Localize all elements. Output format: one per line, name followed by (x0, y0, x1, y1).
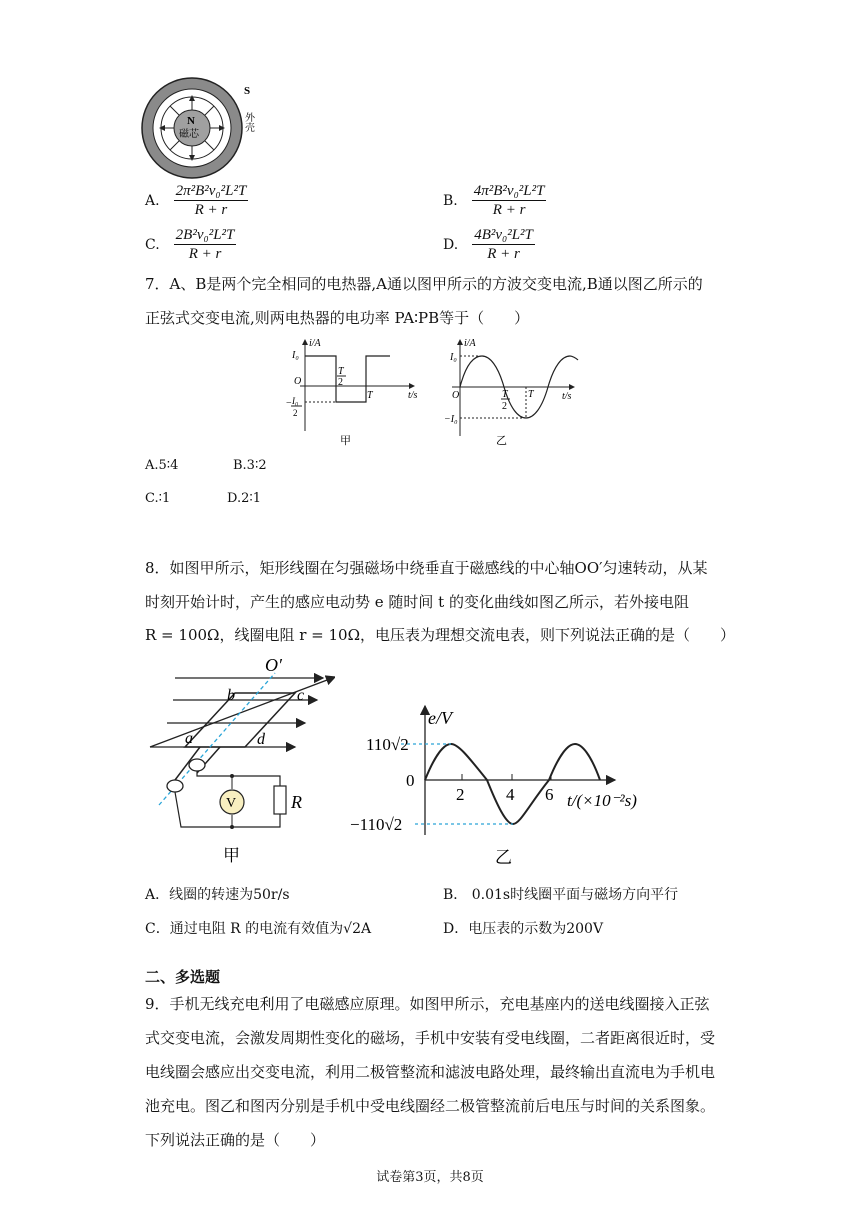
q8-option-c[interactable]: C．通过电阻 R 的电流有效值为√2A (145, 921, 372, 937)
svg-text:R: R (291, 792, 302, 812)
q8-line-3: R = 100Ω，线圈电阻 r = 10Ω，电压表为理想交流电表，则下列说法正确的是（ ） (145, 626, 736, 644)
svg-text:2: 2 (456, 785, 465, 804)
s-pole-label: S (244, 85, 251, 97)
svg-text:d: d (257, 731, 265, 748)
fraction: $\frac{\text{2B²v₀²L²T}}{R + r}$ (175, 227, 235, 262)
q7-option-d[interactable]: D.2∶1 (227, 491, 262, 506)
svg-text:2: 2 (502, 401, 507, 412)
q8-option-a[interactable]: A．线圈的转速为50r/s (145, 887, 290, 903)
svg-text:T: T (528, 389, 534, 400)
q7-line-2: 正弦式交变电流,则两电热器的电功率 PA∶PB等于（ ） (145, 309, 530, 327)
q6-option-d[interactable] (443, 226, 535, 263)
caption-jia: 甲 (223, 846, 240, 865)
svg-text:−110√2: −110√2 (350, 815, 403, 834)
caption-jia: 甲 (340, 435, 351, 447)
q8-option-d[interactable]: D．电压表的示数为200V (443, 921, 604, 937)
svg-text:T: T (502, 389, 508, 400)
svg-text:O: O (294, 376, 302, 387)
option-letter: D. (443, 236, 459, 253)
q9-line-1: 9．手机无线充电利用了电磁感应原理。如图甲所示，充电基座内的送电线圈接入正弦 (145, 995, 710, 1013)
section-heading: 二、多选题 (145, 968, 221, 986)
svg-text:O: O (452, 390, 460, 401)
shell-label: 外壳 (242, 112, 254, 132)
q7-graph-jia (280, 336, 430, 448)
caption-yi: 乙 (496, 435, 507, 447)
magnet-figure (140, 72, 270, 190)
caption-yi: 乙 (495, 848, 512, 867)
page-footer: 试卷第3页，共8页 (376, 1170, 484, 1185)
q9-line-4: 池充电。图乙和图丙分别是手机中受电线圈经二极管整流前后电压与时间的关系图象。 (145, 1097, 716, 1115)
n-pole-label: N (187, 115, 195, 127)
q7-line-1: 7．A、B是两个完全相同的电热器,A通以图甲所示的方波交变电流,B通以图乙所示的 (145, 275, 703, 293)
svg-text:t/s: t/s (562, 391, 572, 402)
svg-text:c: c (297, 687, 305, 704)
q9-line-5: 下列说法正确的是（ ） (145, 1131, 326, 1149)
fraction: $\frac{\text{2π²B²v₀²L²T}}{R + r}$ (175, 183, 247, 218)
q8-emf-graph (350, 700, 650, 870)
svg-text:T: T (367, 390, 373, 401)
svg-text:T: T (338, 366, 344, 377)
option-letter: A. (145, 192, 160, 209)
q9-line-2: 式交变电流，会激发周期性变化的磁场，手机中安装有受电线圈，二者距离很近时，受 (145, 1029, 716, 1047)
q8-coil-figure (145, 655, 335, 870)
option-letter: B. (443, 192, 458, 209)
svg-text:e/V: e/V (428, 708, 452, 728)
fraction: $\frac{\text{4π²B²v₀²L²T}}{R + r}$ (473, 183, 545, 218)
svg-text:I₀: I₀ (450, 352, 457, 363)
q7-option-a[interactable]: A.5∶4 (145, 458, 179, 473)
q8-option-b[interactable]: B． 0.01s时线圈平面与磁场方向平行 (443, 887, 679, 903)
svg-text:V: V (226, 796, 237, 811)
q8-line-2: 时刻开始计时，产生的感应电动势 e 随时间 t 的变化曲线如图乙所示，若外接电阻 (145, 593, 689, 611)
svg-text:O′: O′ (265, 655, 282, 675)
q7-option-b[interactable]: B.3∶2 (233, 458, 267, 473)
q6-option-a[interactable] (145, 182, 248, 219)
svg-text:t/(×10⁻²s): t/(×10⁻²s) (567, 791, 637, 810)
svg-text:I₀: I₀ (292, 350, 299, 361)
svg-text:4: 4 (506, 785, 515, 804)
svg-text:110√2: 110√2 (366, 735, 409, 754)
q8-line-1: 8．如图甲所示，矩形线圈在匀强磁场中绕垂直于磁感线的中心轴OO′匀速转动，从某 (145, 559, 708, 577)
q6-option-c[interactable] (145, 226, 236, 263)
q7-option-c[interactable]: C.∶1 (145, 491, 171, 506)
svg-text:i/A: i/A (309, 338, 321, 349)
svg-text:−: − (286, 398, 292, 409)
svg-text:t/s: t/s (408, 390, 418, 401)
fraction: $\frac{\text{4B²v₀²L²T}}{R + r}$ (474, 227, 533, 262)
svg-text:−I₀: −I₀ (444, 414, 458, 425)
svg-text:6: 6 (545, 785, 554, 804)
core-label: 磁芯 (179, 129, 199, 140)
svg-text:2: 2 (338, 377, 343, 388)
q9-line-3: 电线圈会感应出交变电流，利用二极管整流和滤波电路处理，最终输出直流电为手机电 (145, 1063, 716, 1081)
svg-text:2: 2 (293, 408, 298, 418)
svg-text:I₀: I₀ (292, 396, 299, 406)
svg-text:b: b (227, 687, 235, 704)
svg-text:i/A: i/A (464, 338, 476, 349)
q7-graph-yi (444, 336, 584, 448)
q6-option-b[interactable] (443, 182, 546, 219)
option-letter: C. (145, 236, 160, 253)
svg-text:a: a (185, 730, 193, 747)
svg-text:0: 0 (406, 771, 415, 790)
